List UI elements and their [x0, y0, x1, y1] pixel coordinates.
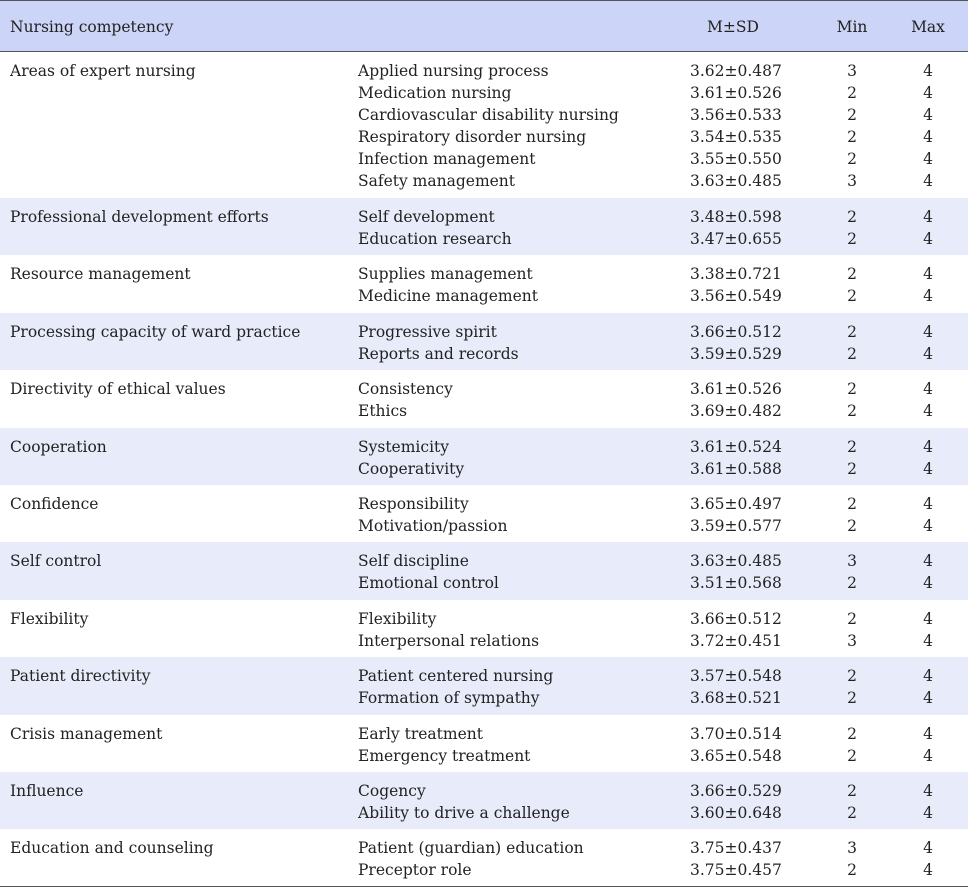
min-value: 2: [847, 667, 857, 686]
msd-value: 3.75±0.437: [690, 839, 782, 858]
competency-name: Areas of expert nursing: [10, 62, 196, 80]
msd-value: 3.48±0.598: [690, 208, 782, 226]
msd-value: 3.61±0.588: [690, 459, 782, 478]
max-value: 4: [923, 667, 933, 686]
msd-value: 3.38±0.721: [690, 265, 782, 284]
msd-value: 3.66±0.512: [690, 609, 782, 628]
table-row: [0, 104, 968, 126]
competency-name: Directivity of ethical values: [10, 380, 226, 399]
group-row: [0, 829, 968, 886]
msd-value: 3.60±0.648: [690, 804, 782, 822]
table-row: [0, 228, 968, 250]
min-value: 2: [847, 265, 857, 284]
sub-competency: Preceptor role: [358, 861, 472, 880]
table-row: [0, 60, 968, 82]
msd-value: 3.66±0.512: [690, 322, 782, 341]
min-value: 2: [847, 128, 857, 146]
max-value: 4: [923, 746, 933, 765]
header-max: Max: [911, 18, 945, 36]
competency-name: Patient directivity: [10, 667, 151, 686]
table-row: [0, 608, 968, 630]
max-value: 4: [923, 574, 933, 593]
max-value: 4: [923, 287, 933, 306]
group-row: [0, 198, 968, 255]
min-value: 2: [847, 287, 857, 306]
sub-competency: Self development: [358, 208, 495, 226]
competency-name: Influence: [10, 782, 84, 800]
sub-competency: Safety management: [358, 172, 516, 190]
sub-competency: Progressive spirit: [358, 322, 497, 341]
msd-value: 3.68±0.521: [690, 689, 782, 708]
competency-name: Professional development efforts: [10, 208, 269, 226]
table-row: [0, 550, 968, 572]
group-row: [0, 428, 968, 485]
sub-competency: Reports and records: [358, 344, 519, 363]
msd-value: 3.72±0.451: [690, 631, 782, 650]
msd-value: 3.61±0.526: [690, 84, 782, 102]
sub-competency: Emotional control: [358, 574, 499, 593]
table-header: [0, 0, 968, 52]
min-value: 2: [847, 437, 857, 456]
group-row: [0, 542, 968, 599]
competency-name: Processing capacity of ward practice: [10, 322, 301, 341]
sub-competency: Ability to drive a challenge: [358, 804, 570, 822]
max-value: 4: [923, 552, 933, 571]
sub-competency: Supplies management: [358, 265, 533, 284]
min-value: 2: [847, 106, 857, 124]
table-row: [0, 859, 968, 881]
min-value: 3: [847, 631, 857, 650]
msd-value: 3.54±0.535: [690, 128, 782, 146]
max-value: 4: [923, 106, 933, 124]
sub-competency: Patient centered nursing: [358, 667, 554, 686]
max-value: 4: [923, 689, 933, 708]
table-row: [0, 126, 968, 148]
table-row: [0, 665, 968, 687]
sub-competency: Formation of sympathy: [358, 689, 540, 708]
table-row: [0, 630, 968, 652]
min-value: 2: [847, 782, 857, 800]
min-value: 2: [847, 746, 857, 765]
max-value: 4: [923, 724, 933, 743]
table-row: [0, 436, 968, 458]
min-value: 2: [847, 689, 857, 708]
msd-value: 3.62±0.487: [690, 62, 782, 80]
header-competency: Nursing competency: [10, 18, 174, 36]
sub-competency: Medication nursing: [358, 84, 512, 102]
table-row: [0, 745, 968, 767]
max-value: 4: [923, 344, 933, 363]
sub-competency: Medicine management: [358, 287, 538, 306]
table-row: [0, 515, 968, 537]
msd-value: 3.56±0.549: [690, 287, 782, 306]
group-row: [0, 313, 968, 370]
table-row: [0, 780, 968, 802]
max-value: 4: [923, 839, 933, 858]
max-value: 4: [923, 402, 933, 421]
msd-value: 3.59±0.529: [690, 344, 782, 363]
min-value: 2: [847, 804, 857, 822]
sub-competency: Patient (guardian) education: [358, 839, 584, 858]
sub-competency: Applied nursing process: [358, 62, 549, 80]
competency-name: Flexibility: [10, 609, 89, 628]
min-value: 2: [847, 208, 857, 226]
max-value: 4: [923, 517, 933, 535]
max-value: 4: [923, 380, 933, 399]
max-value: 4: [923, 782, 933, 800]
min-value: 2: [847, 344, 857, 363]
max-value: 4: [923, 631, 933, 650]
table-row: [0, 378, 968, 400]
min-value: 2: [847, 459, 857, 478]
table-row: [0, 493, 968, 515]
msd-value: 3.65±0.548: [690, 746, 782, 765]
min-value: 2: [847, 609, 857, 628]
max-value: 4: [923, 128, 933, 146]
table-row: [0, 285, 968, 307]
table-row: [0, 321, 968, 343]
group-row: [0, 255, 968, 312]
competency-name: Cooperation: [10, 437, 107, 456]
table-row: [0, 723, 968, 745]
competency-name: Education and counseling: [10, 839, 214, 858]
sub-competency: Systemicity: [358, 437, 450, 456]
table-row: [0, 687, 968, 709]
table-row: [0, 206, 968, 228]
table-row: [0, 802, 968, 824]
min-value: 3: [847, 62, 857, 80]
table-row: [0, 343, 968, 365]
max-value: 4: [923, 265, 933, 284]
msd-value: 3.63±0.485: [690, 172, 782, 190]
max-value: 4: [923, 322, 933, 341]
msd-value: 3.51±0.568: [690, 574, 782, 593]
sub-competency: Ethics: [358, 402, 408, 421]
min-value: 3: [847, 552, 857, 571]
table-row: [0, 170, 968, 192]
min-value: 2: [847, 230, 857, 248]
table-row: [0, 82, 968, 104]
min-value: 2: [847, 517, 857, 535]
table-row: [0, 400, 968, 422]
msd-value: 3.56±0.533: [690, 106, 782, 124]
max-value: 4: [923, 208, 933, 226]
competency-name: Self control: [10, 552, 102, 571]
msd-value: 3.63±0.485: [690, 552, 782, 571]
msd-value: 3.66±0.529: [690, 782, 782, 800]
min-value: 2: [847, 150, 857, 168]
table-bottom-rule: [0, 886, 968, 887]
table-row: [0, 458, 968, 480]
table-row: [0, 837, 968, 859]
competency-name: Crisis management: [10, 724, 163, 743]
min-value: 2: [847, 574, 857, 593]
group-row: [0, 772, 968, 829]
max-value: 4: [923, 609, 933, 628]
group-row: [0, 600, 968, 657]
max-value: 4: [923, 230, 933, 248]
competency-name: Confidence: [10, 495, 99, 513]
sub-competency: Consistency: [358, 380, 453, 399]
max-value: 4: [923, 804, 933, 822]
sub-competency: Emergency treatment: [358, 746, 531, 765]
sub-competency: Cardiovascular disability nursing: [358, 106, 619, 124]
max-value: 4: [923, 459, 933, 478]
group-row: [0, 657, 968, 714]
sub-competency: Education research: [358, 230, 512, 248]
msd-value: 3.61±0.524: [690, 437, 782, 456]
sub-competency: Early treatment: [358, 724, 483, 743]
msd-value: 3.69±0.482: [690, 402, 782, 421]
max-value: 4: [923, 437, 933, 456]
max-value: 4: [923, 84, 933, 102]
min-value: 2: [847, 322, 857, 341]
min-value: 2: [847, 380, 857, 399]
table-row: [0, 572, 968, 594]
msd-value: 3.61±0.526: [690, 380, 782, 399]
min-value: 2: [847, 861, 857, 880]
sub-competency: Motivation/passion: [358, 517, 508, 535]
competency-name: Resource management: [10, 265, 191, 284]
msd-value: 3.59±0.577: [690, 517, 782, 535]
min-value: 3: [847, 172, 857, 190]
msd-value: 3.47±0.655: [690, 230, 782, 248]
min-value: 2: [847, 724, 857, 743]
header-min: Min: [836, 18, 868, 36]
group-row: [0, 52, 968, 198]
sub-competency: Cooperativity: [358, 459, 465, 478]
sub-competency: Respiratory disorder nursing: [358, 128, 587, 146]
header-msd: M±SD: [707, 18, 759, 36]
min-value: 2: [847, 495, 857, 513]
group-row: [0, 370, 968, 427]
msd-value: 3.75±0.457: [690, 861, 782, 880]
group-row: [0, 715, 968, 772]
min-value: 2: [847, 402, 857, 421]
max-value: 4: [923, 495, 933, 513]
max-value: 4: [923, 861, 933, 880]
sub-competency: Infection management: [358, 150, 536, 168]
max-value: 4: [923, 150, 933, 168]
sub-competency: Responsibility: [358, 495, 469, 513]
min-value: 3: [847, 839, 857, 858]
group-row: [0, 485, 968, 542]
sub-competency: Cogency: [358, 782, 426, 800]
max-value: 4: [923, 62, 933, 80]
max-value: 4: [923, 172, 933, 190]
msd-value: 3.57±0.548: [690, 667, 782, 686]
msd-value: 3.70±0.514: [690, 724, 782, 743]
msd-value: 3.55±0.550: [690, 150, 782, 168]
sub-competency: Self discipline: [358, 552, 469, 571]
sub-competency: Flexibility: [358, 609, 437, 628]
msd-value: 3.65±0.497: [690, 495, 782, 513]
table-row: [0, 263, 968, 285]
min-value: 2: [847, 84, 857, 102]
table-row: [0, 148, 968, 170]
sub-competency: Interpersonal relations: [358, 631, 540, 650]
